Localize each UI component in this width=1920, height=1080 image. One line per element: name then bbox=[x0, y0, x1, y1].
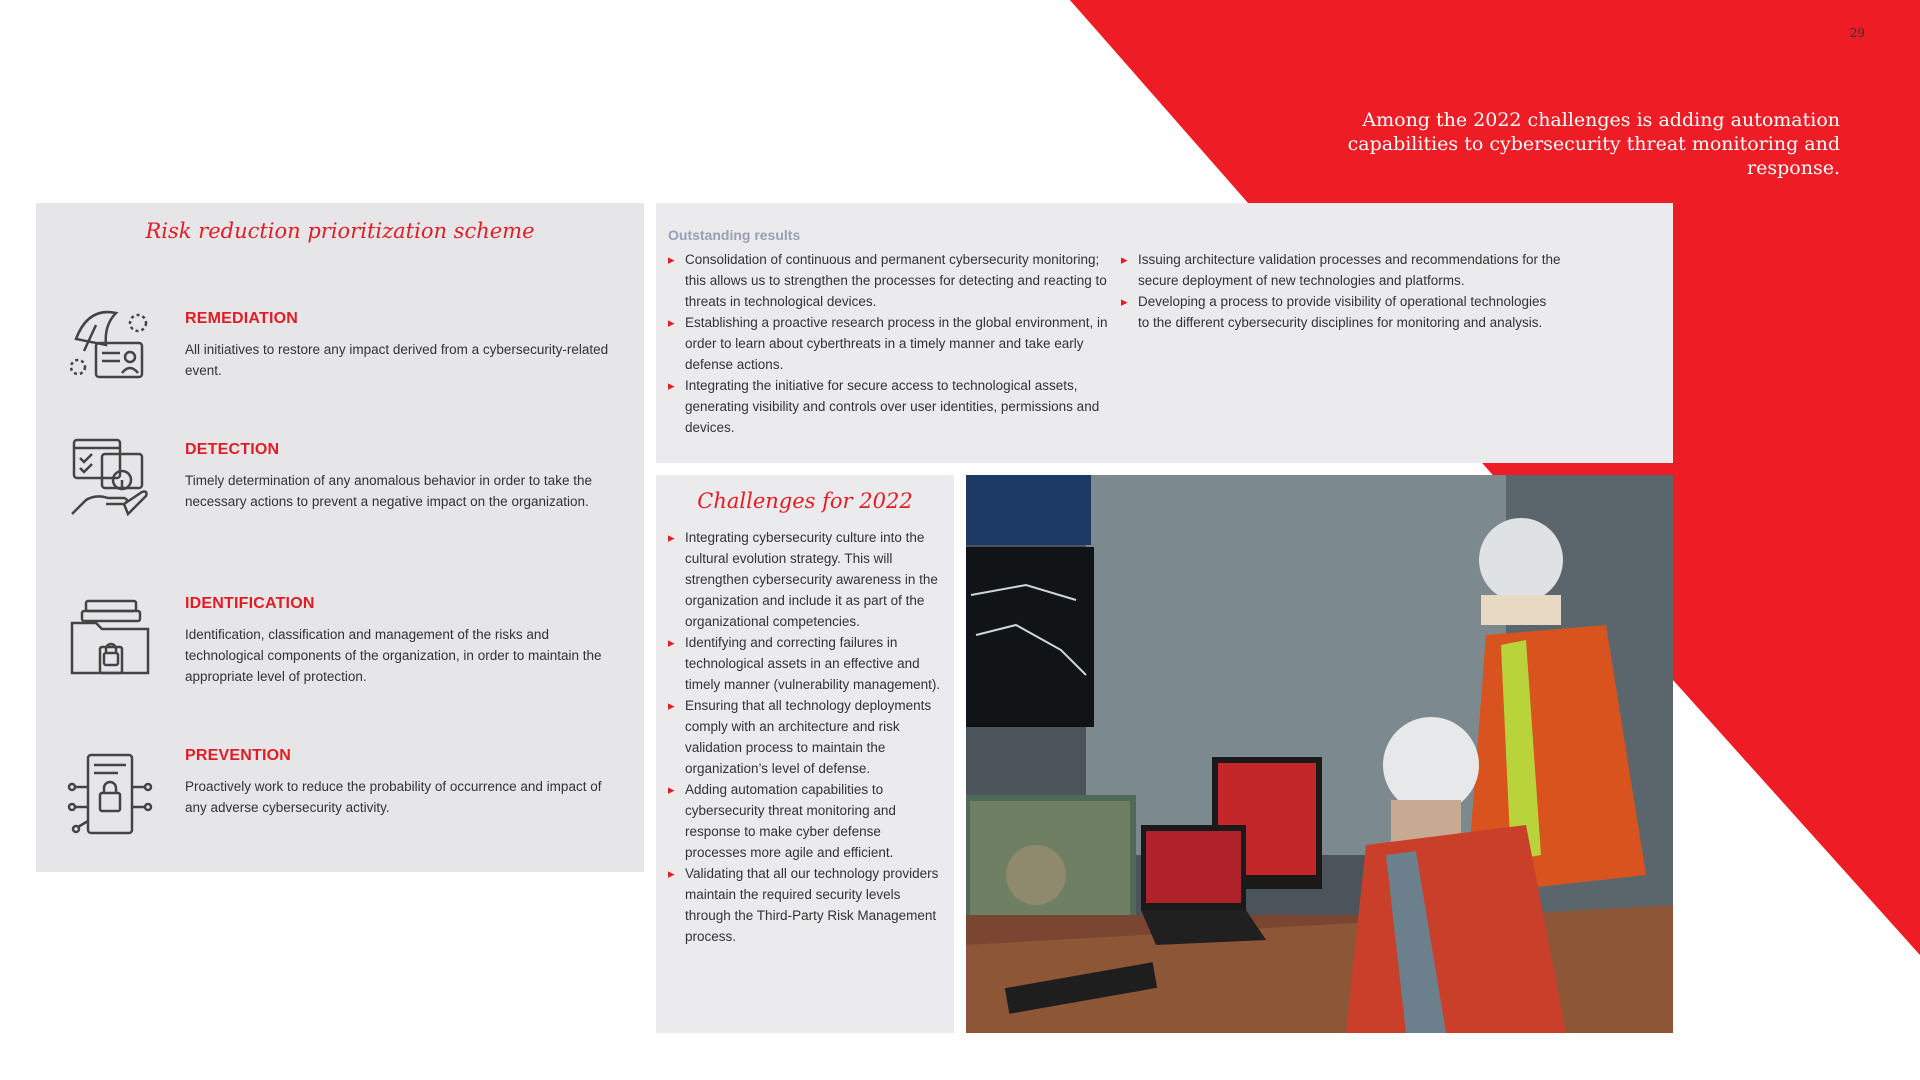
headline: Among the 2022 challenges is adding automation capabilities to cybersecurity threat monitoring and response. bbox=[1347, 109, 1840, 179]
results-list-column-2 bbox=[1121, 249, 1561, 333]
list-item: ▸ Validating that all our technology providers maintain the required security levels through the Third-Party Risk Management process. bbox=[668, 863, 944, 947]
list-item: ▸ Consolidation of continuous and permanent cybersecurity monitoring; this allows us to strengthen the processes for detecting and reacting to threats in technological devices. bbox=[668, 249, 1108, 312]
list-item: ▸ Integrating cybersecurity culture into the cultural evolution strategy. This will strengthen cybersecurity awareness in the organization and include it as part of the organizational competencies. bbox=[668, 527, 944, 632]
outstanding-results-panel bbox=[656, 203, 1673, 463]
results-list-column-1 bbox=[668, 249, 1108, 438]
detection-heading: DETECTION bbox=[185, 441, 280, 458]
outstanding-results-label: Outstanding results bbox=[668, 227, 801, 243]
list-item: ▸ Integrating the initiative for secure access to technological assets, generating visibility and controls over user identities, permissions and devices. bbox=[668, 375, 1108, 438]
identification-heading: IDENTIFICATION bbox=[185, 595, 315, 612]
remediation-description: All initiatives to restore any impact derived from a cybersecurity-related event. bbox=[185, 342, 609, 378]
checklist-hand-icon bbox=[66, 434, 154, 522]
list-item: ▸ Adding automation capabilities to cybersecurity threat monitoring and response to make cyber defense processes more agile and efficient. bbox=[668, 779, 944, 863]
risk-scheme-panel bbox=[36, 203, 644, 872]
control-room-photo bbox=[966, 475, 1673, 1033]
list-item: ▸ Ensuring that all technology deployments comply with an architecture and risk validation process to maintain the organization’s level of defense. bbox=[668, 695, 944, 779]
page-number: 29 bbox=[1849, 26, 1865, 40]
list-item: ▸ Developing a process to provide visibility of operational technologies to the different cybersecurity disciplines for monitoring and analysis. bbox=[1121, 291, 1561, 333]
list-item: ▸ Establishing a proactive research process in the global environment, in order to learn about cyberthreats in a timely manner and take early defense actions. bbox=[668, 312, 1108, 375]
umbrella-shield-icon bbox=[66, 299, 154, 387]
list-item: ▸ Issuing architecture validation processes and recommendations for the secure deployment of new technologies and platforms. bbox=[1121, 249, 1561, 291]
challenges-title: Challenges for 2022 bbox=[697, 489, 913, 513]
prevention-description: Proactively work to reduce the probability of occurrence and impact of any adverse cybersecurity activity. bbox=[185, 779, 602, 815]
document-lock-icon bbox=[66, 751, 154, 839]
detection-description: Timely determination of any anomalous behavior in order to take the necessary actions to prevent a negative impact on the organization. bbox=[185, 473, 592, 509]
list-item: ▸ Identifying and correcting failures in technological assets in an effective and timely manner (vulnerability management). bbox=[668, 632, 944, 695]
remediation-heading: REMEDIATION bbox=[185, 310, 299, 327]
risk-scheme-title: Risk reduction prioritization scheme bbox=[145, 219, 535, 243]
challenges-list bbox=[668, 527, 944, 947]
identification-description: Identification, classification and management of the risks and technological components of the organization, in order to maintain the appropriate level of protection. bbox=[185, 627, 602, 684]
folder-lock-icon bbox=[66, 597, 154, 685]
challenges-panel bbox=[656, 475, 954, 1033]
prevention-heading: PREVENTION bbox=[185, 747, 292, 764]
